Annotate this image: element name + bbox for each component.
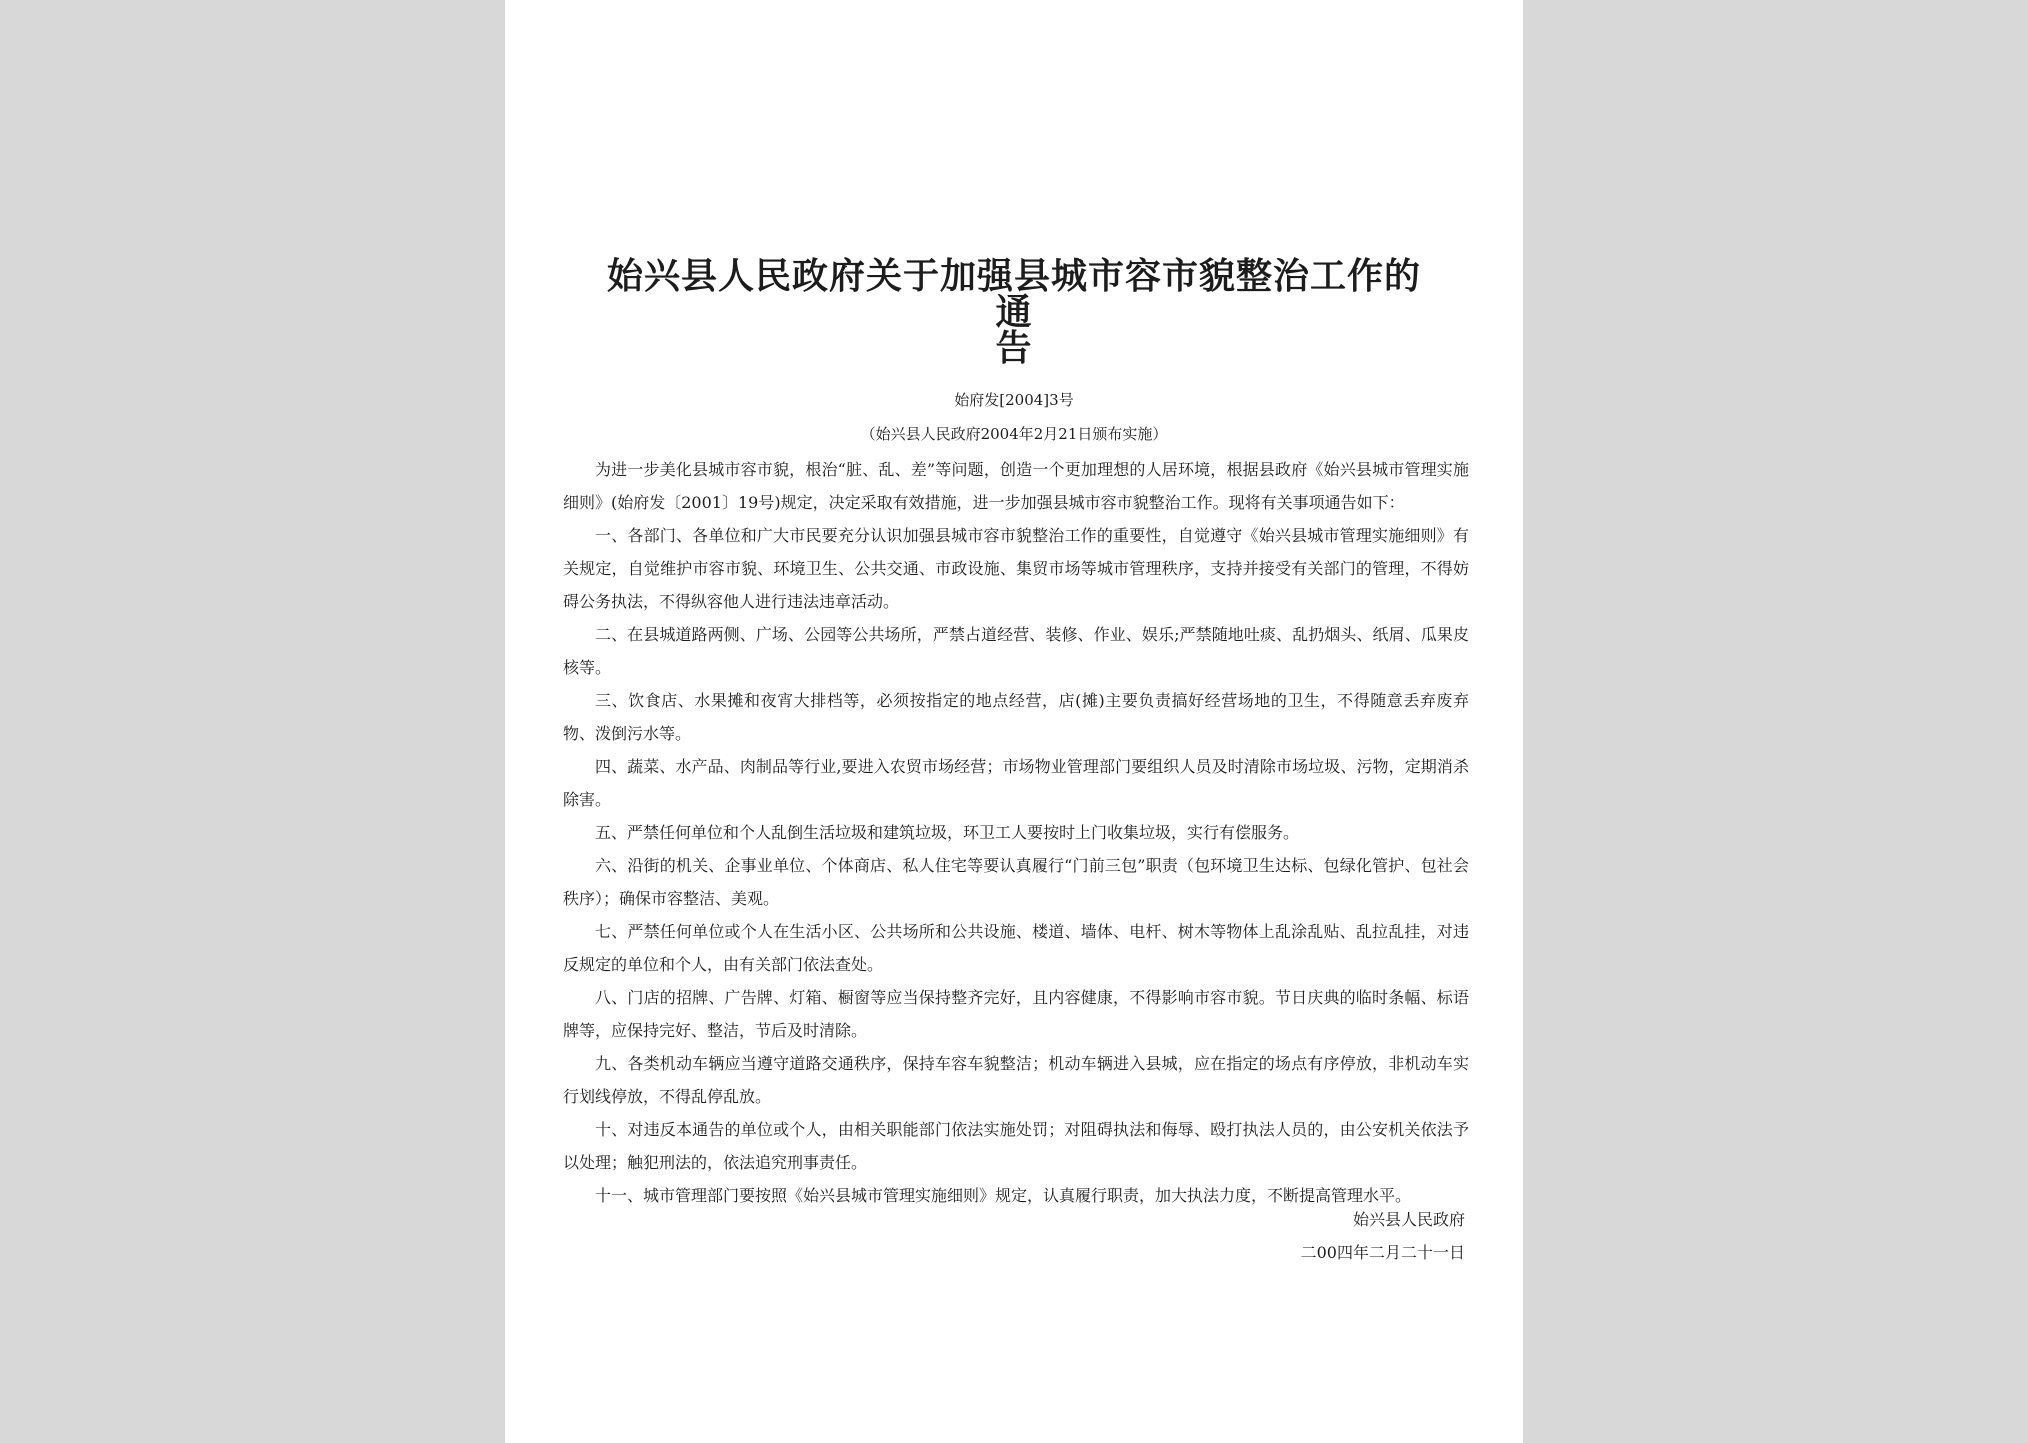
document-page xyxy=(505,0,1523,1443)
paragraph: 八、门店的招牌、广告牌、灯箱、橱窗等应当保持整齐完好，且内容健康，不得影响市容市貌。节日庆典的临时条幅、标语牌等，应保持完好、整洁，节后及时清除。 xyxy=(563,988,1469,1040)
paragraph: 七、严禁任何单位或个人在生活小区、公共场所和公共设施、楼道、墙体、电杆、树木等物体上乱涂乱贴、乱拉乱挂，对违反规定的单位和个人，由有关部门依法查处。 xyxy=(563,922,1469,974)
document-number: 始府发[2004]3号 xyxy=(954,391,1074,409)
paragraph: 十一、城市管理部门要按照《始兴县城市管理实施细则》规定，认真履行职责，加大执法力度，不断提高管理水平。 xyxy=(595,1186,1412,1205)
document-body xyxy=(563,453,1469,1212)
signature: 始兴县人民政府 xyxy=(1352,1210,1465,1229)
title-line-1: 始兴县人民政府关于加强县城市容市貌整治工作的通 xyxy=(606,255,1421,333)
title-line-2: 告 xyxy=(995,327,1033,369)
paragraph: 九、各类机动车辆应当遵守道路交通秩序，保持车容车貌整洁；机动车辆进入县城，应在指定的场点有序停放，非机动车实行划线停放，不得乱停乱放。 xyxy=(563,1054,1469,1106)
paragraph: 四、蔬菜、水产品、肉制品等行业,要进入农贸市场经营；市场物业管理部门要组织人员及时清除市场垃圾、污物，定期消杀除害。 xyxy=(563,757,1469,809)
paragraph: 十、对违反本通告的单位或个人，由相关职能部门依法实施处罚；对阻碍执法和侮辱、殴打执法人员的，由公安机关依法予以处理；触犯刑法的，依法追究刑事责任。 xyxy=(563,1120,1469,1172)
paragraph: 五、严禁任何单位和个人乱倒生活垃圾和建筑垃圾，环卫工人要按时上门收集垃圾，实行有偿服务。 xyxy=(595,823,1300,842)
paragraph: 六、沿街的机关、企事业单位、个体商店、私人住宅等要认真履行“门前三包”职责（包环境卫生达标、包绿化管护、包社会秩序）；确保市容整洁、美观。 xyxy=(563,856,1469,908)
paragraph: 一、各部门、各单位和广大市民要充分认识加强县城市容市貌整治工作的重要性，自觉遵守《始兴县城市管理实施细则》有关规定，自觉维护市容市貌、环境卫生、公共交通、市政设施、集贸市场等城市管理秩序，支持并接受有关部门的管理，不得妨碍公务执法，不得纵容他人进行违法违章活动。 xyxy=(563,526,1469,611)
paragraph: 为进一步美化县城市容市貌，根治“脏、乱、差”等问题，创造一个更加理想的人居环境，根据县政府《始兴县城市管理实施细则》(始府发〔2001〕19号)规定，决定采取有效措施，进一步加强县城市容市貌整治工作。现将有关事项通告如下： xyxy=(563,460,1469,512)
signature-date: 二00四年二月二十一日 xyxy=(1300,1243,1465,1262)
issued-note: （始兴县人民政府2004年2月21日颁布实施） xyxy=(860,425,1168,443)
document-title xyxy=(595,255,1433,369)
paragraph: 三、饮食店、水果摊和夜宵大排档等，必须按指定的地点经营，店(摊)主要负责搞好经营场地的卫生，不得随意丢弃废弃物、泼倒污水等。 xyxy=(563,691,1469,743)
paragraph: 二、在县城道路两侧、广场、公园等公共场所，严禁占道经营、装修、作业、娱乐;严禁随地吐痰、乱扔烟头、纸屑、瓜果皮核等。 xyxy=(563,625,1469,677)
